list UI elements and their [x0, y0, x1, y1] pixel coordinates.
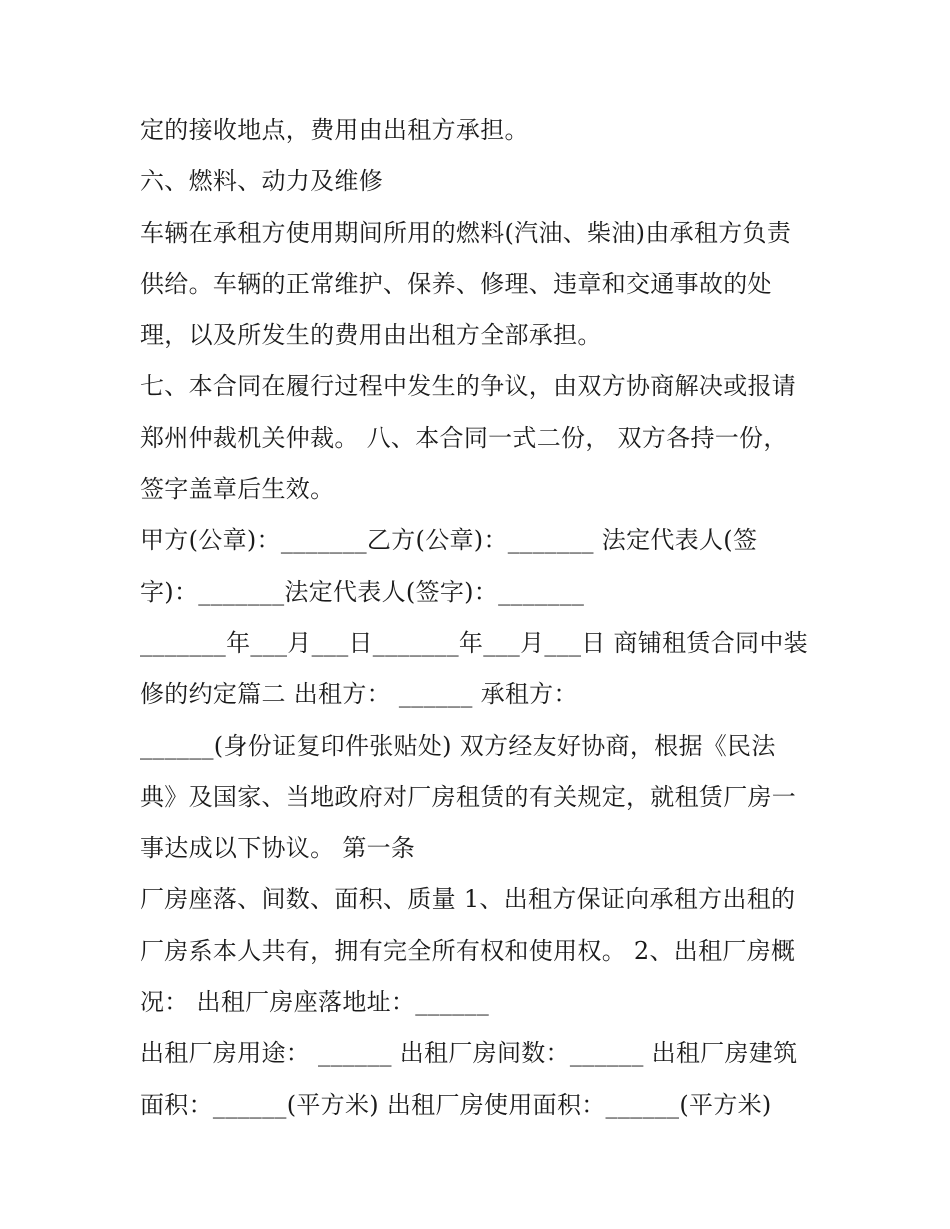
- text-line: ______(身份证复印件张贴处) 双方经友好协商，根据《民法: [140, 731, 776, 760]
- signature-line: 字)：_______法定代表人(签字)：_______: [140, 577, 585, 606]
- signature-line: 甲方(公章)：_______乙方(公章)：_______ 法定代表人(签: [140, 526, 758, 555]
- text-line: 七、本合同在履行过程中发生的争议，由双方协商解决或报请: [140, 372, 797, 401]
- text-line: 出租厂房用途： ______ 出租厂房间数：______ 出租厂房建筑: [140, 1039, 798, 1068]
- text-line: 典》及国家、当地政府对厂房租赁的有关规定，就租赁厂房一: [140, 782, 797, 811]
- text-line: 车辆在承租方使用期间所用的燃料(汽油、柴油)由承租方负责: [140, 218, 792, 247]
- section-heading: 六、燃料、动力及维修: [140, 167, 383, 196]
- date-line: _______年___月___日_______年___月___日 商铺租赁合同中装: [140, 628, 808, 657]
- text-line: 厂房系本人共有，拥有完全所有权和使用权。 2、出租厂房概: [140, 936, 796, 965]
- document-body: [140, 105, 820, 1131]
- text-line: 修的约定篇二 出租方： ______ 承租方：: [140, 680, 578, 709]
- text-line: 签字盖章后生效。: [140, 475, 335, 504]
- text-line: 供给。车辆的正常维护、保养、修理、违章和交通事故的处: [140, 269, 772, 298]
- text-line: 况： 出租厂房座落地址：______: [140, 988, 490, 1017]
- text-line: 定的接收地点，费用由出租方承担。: [140, 116, 529, 144]
- text-line: 面积：______(平方米) 出租厂房使用面积：______(平方米): [140, 1090, 772, 1119]
- text-line: 理，以及所发生的费用由出租方全部承担。: [140, 321, 602, 350]
- text-line: 郑州仲裁机关仲裁。 八、本合同一式二份， 双方各持一份，: [140, 423, 788, 452]
- text-line: 事达成以下协议。 第一条: [140, 834, 416, 863]
- text-line: 厂房座落、间数、面积、质量 1、出租方保证向承租方出租的: [140, 885, 796, 914]
